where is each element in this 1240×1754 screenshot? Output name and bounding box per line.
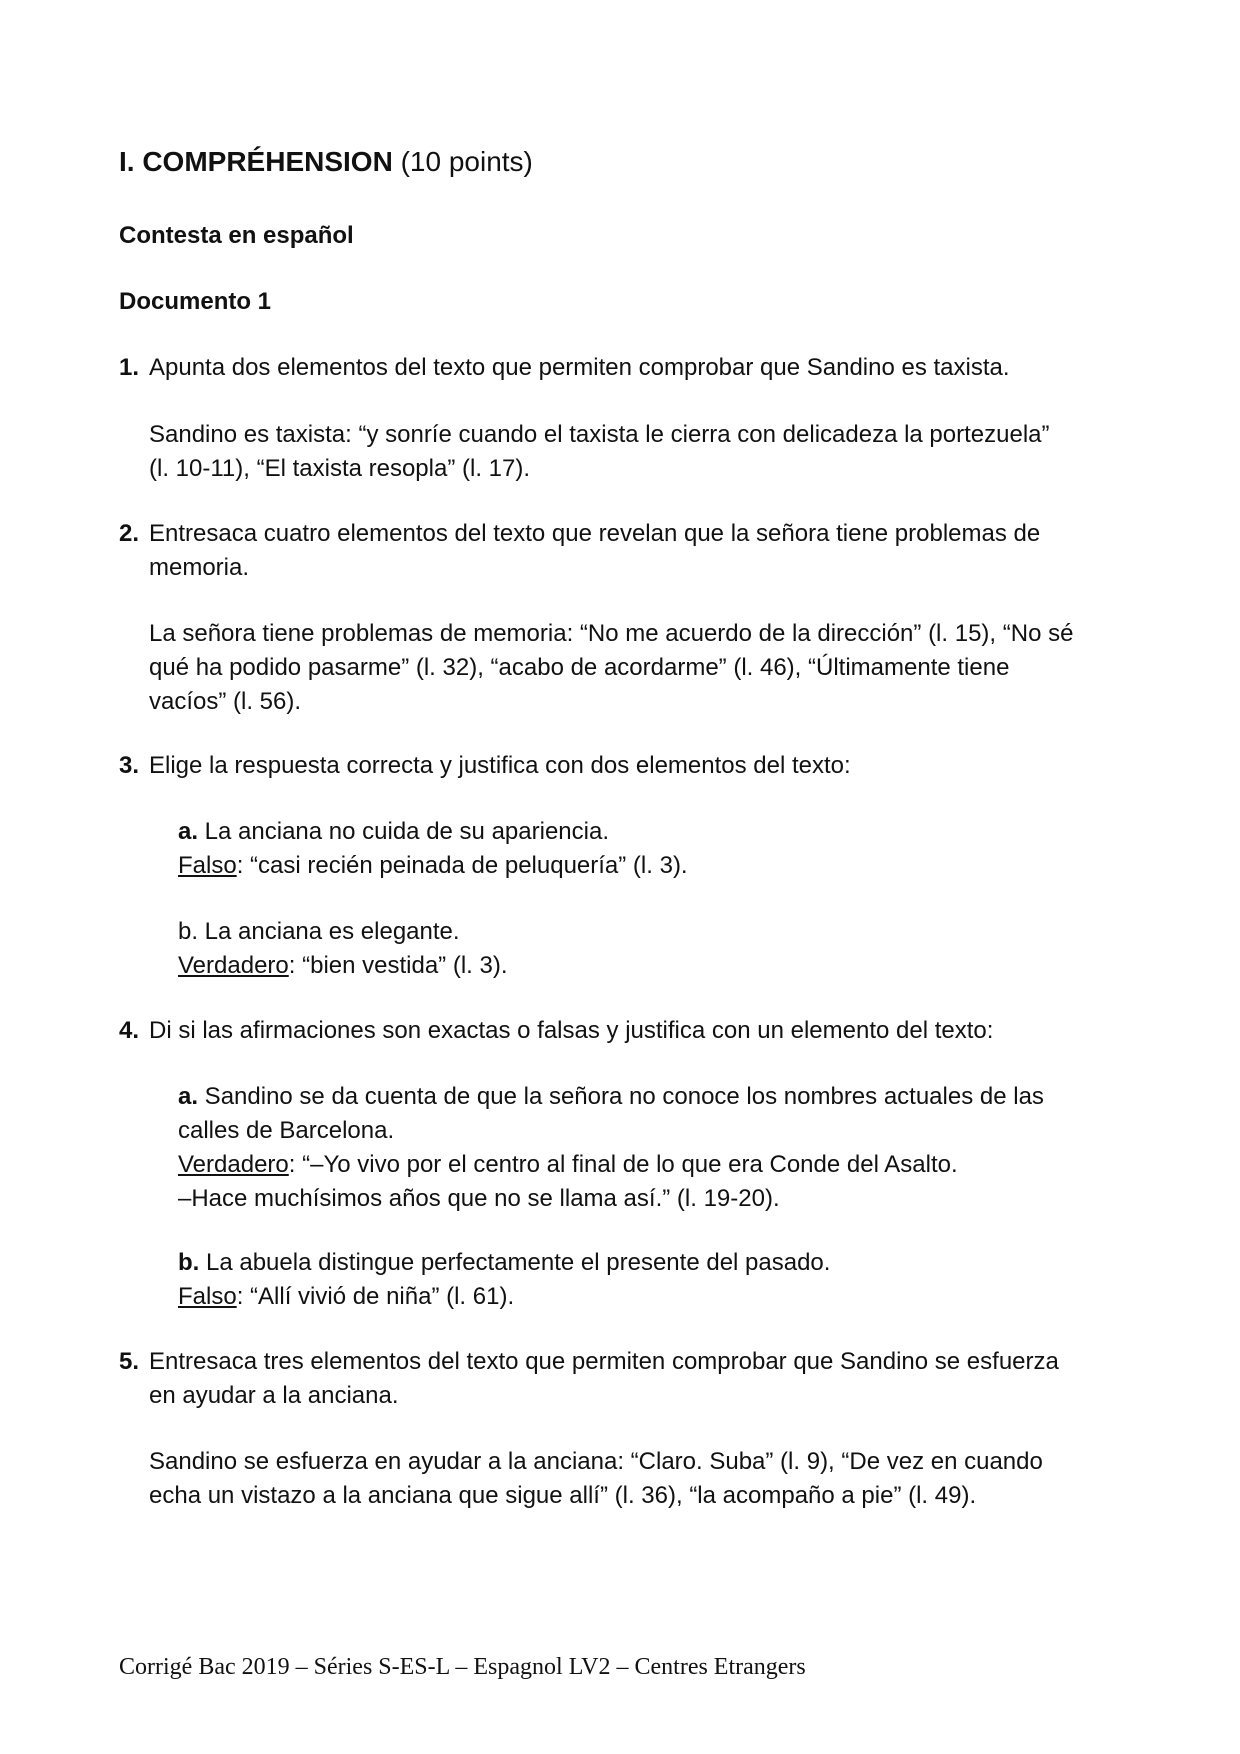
question-4-prompt: 4. Di si las afirmaciones son exactas o falsas y justifica con un elemento del texto:	[119, 1014, 993, 1048]
question-3-item-b: b. La anciana es elegante. Verdadero: “bien vestida” (l. 3).	[178, 918, 508, 979]
verdict-label: Verdadero	[178, 1151, 289, 1178]
question-5-answer: Sandino se esfuerza en ayudar a la anciana: “Claro. Suba” (l. 9), “De vez en cuando echa un vistazo a la anciana que sigue allí” (l. 36), “la acompaño a pie” (l. 49).	[149, 1448, 1043, 1509]
question-3-item-a: a. La anciana no cuida de su apariencia. Falso: “casi recién peinada de peluquería” (l. 3).	[178, 818, 688, 879]
document-heading: Documento 1	[119, 288, 272, 315]
instruction: Contesta en español	[119, 222, 354, 249]
section-title	[119, 144, 533, 180]
section-title-points: (10 points)	[392, 146, 533, 177]
question-3-prompt: 3. Elige la respuesta correcta y justifica con dos elementos del texto:	[119, 749, 851, 783]
section-title-bold: I. COMPRÉHENSION	[119, 146, 393, 177]
question-4-item-b: b. La abuela distingue perfectamente el presente del pasado. Falso: “Allí vivió de niña” (l. 61).	[178, 1249, 831, 1310]
question-1-prompt: 1. Apunta dos elementos del texto que permiten comprobar que Sandino es taxista.	[119, 351, 1010, 385]
question-number: 1.	[119, 354, 140, 381]
question-4-item-a: a. Sandino se da cuenta de que la señora no conoce los nombres actuales de las calles de Barcelona. Verdadero: “–Yo vivo por el centro al final de lo que era Conde del Asalto. –Hace muchísimos años que no se llama así.” (l. 19-20).	[178, 1083, 1044, 1212]
question-1-answer: Sandino es taxista: “y sonríe cuando el taxista le cierra con delicadeza la portezuela” (l. 10-11), “El taxista resopla” (l. 17).	[149, 421, 1050, 482]
question-number: 4.	[119, 1017, 140, 1044]
question-2-answer: La señora tiene problemas de memoria: “No me acuerdo de la dirección” (l. 15), “No sé qué ha podido pasarme” (l. 32), “acabo de acordarme” (l. 46), “Últimamente tiene vacíos” (l. 56).	[149, 620, 1074, 715]
verdict-label: Falso	[178, 852, 237, 879]
verdict-label: Falso	[178, 1283, 237, 1310]
question-number: 5.	[119, 1348, 140, 1375]
verdict-label: Verdadero	[178, 952, 289, 979]
page-footer: Corrigé Bac 2019 – Séries S-ES-L – Espagnol LV2 – Centres Etrangers	[119, 1654, 806, 1680]
question-number: 2.	[119, 520, 140, 547]
question-number: 3.	[119, 752, 140, 779]
question-5-prompt: 5. Entresaca tres elementos del texto que permiten comprobar que Sandino se esfuerza en ayudar a la anciana.	[119, 1345, 1059, 1413]
question-2-prompt: 2. Entresaca cuatro elementos del texto que revelan que la señora tiene problemas de memoria.	[119, 517, 1040, 585]
